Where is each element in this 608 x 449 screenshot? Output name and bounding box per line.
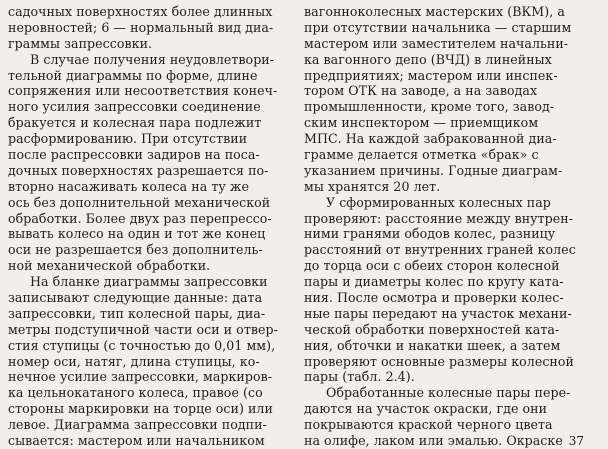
text-line: ния. После осмотра и проверки колес- <box>304 290 564 306</box>
text-line: метры подступичной части оси и отвер- <box>8 321 278 337</box>
text-line: промышленности, кроме того, завод- <box>304 99 555 115</box>
text-line: проверяют основные размеры колесной <box>304 353 574 369</box>
text-line: до торца оси с обеих сторон колесной <box>304 258 560 274</box>
text-line: покрываются краской черного цвета <box>304 417 553 433</box>
text-line: неровностей; 6 — нормальный вид диа- <box>8 19 274 35</box>
text-line: указанием причины. Годные диаграм- <box>304 162 563 178</box>
text-line: оси не разрешается без дополнитель- <box>8 242 263 258</box>
text-line: вагонноколесных мастерских (ВКМ), а <box>304 4 565 19</box>
text-line: ной механической обработки. <box>8 258 211 274</box>
text-line: сывается: мастером или начальником <box>8 433 265 449</box>
text-line: даются на участок окраски, где они <box>304 401 548 417</box>
text-line: при отсутствии начальника — старшим <box>304 19 572 35</box>
text-line: бракуется и колесная пара подлежит <box>8 115 262 131</box>
text-line: проверяют: расстояние между внутрен- <box>304 210 574 226</box>
text-line: стороны маркировки на торце оси) или <box>8 401 273 417</box>
text-line: МПС. На каждой забракованной диа- <box>304 131 557 147</box>
text-line: вторно насаживать колеса на ту же <box>8 178 249 194</box>
text-line: Обработанные колесные пары пере- <box>326 385 571 401</box>
text-line: ные пары передают на участок механи- <box>304 305 572 321</box>
text-line: граммы запрессовки. <box>8 35 153 51</box>
text-line: вывать колесо на один и тот же конец <box>8 226 266 242</box>
text-line: мастером или заместителем начальни- <box>304 35 569 51</box>
text-line: ния, обточки и накатки шеек, а затем <box>304 337 561 353</box>
right-column <box>304 4 600 449</box>
text-line: ческой обработки поверхностей ката- <box>304 321 560 337</box>
text-line: записывают следующие данные: дата <box>8 290 263 306</box>
text-line: В случае получения неудовлетвори- <box>30 51 275 67</box>
text-line: левое. Диаграмма запрессовки подпи- <box>8 417 267 433</box>
text-line: стия ступицы (с точностью до 0,01 мм), <box>8 337 276 353</box>
text-line: ось без дополнительной механической <box>8 194 271 210</box>
text-line: обработки. Более двух раз перепрессо- <box>8 210 272 226</box>
text-line: На бланке диаграммы запрессовки <box>30 274 268 290</box>
text-line: предприятиях; мастером или инспек- <box>304 67 558 83</box>
text-line: мы хранятся 20 лет. <box>304 178 441 194</box>
text-line: пары и диаметры колес по кругу ката- <box>304 274 564 290</box>
text-line: расстояний от внутренних граней колес <box>304 242 576 258</box>
text-line: расформированию. При отсутствии <box>8 131 248 147</box>
text-line: У сформированных колесных пар <box>326 194 551 210</box>
text-line: нечное усилие запрессовки, маркиров- <box>8 369 273 385</box>
text-line: ским инспектором — приемщиком <box>304 115 539 131</box>
text-line: ка цельнокатаного колеса, правое (со <box>8 385 263 401</box>
left-column <box>8 4 291 449</box>
text-line: дочных поверхностях разрешается по- <box>8 162 269 178</box>
text-line: ного усилия запрессовки соединение <box>8 99 261 115</box>
text-line: сопряжения или несоответствия конеч- <box>8 83 278 99</box>
text-line: на олифе, лаком или эмалью. Окраске <box>304 433 563 449</box>
text-line: запрессовки, тип колесной пары, диа- <box>8 305 266 321</box>
text-line: после распрессовки задиров на поса- <box>8 147 260 163</box>
text-line: тельной диаграммы по форме, длине <box>8 67 258 83</box>
text-line: пары (табл. 2.4). <box>304 369 415 385</box>
text-line: ка вагонного депо (ВЧД) в линейных <box>304 51 552 67</box>
text-line: ними гранями ободов колес, разницу <box>304 226 556 242</box>
text-line: тором ОТК на заводе, а на заводах <box>304 83 538 99</box>
page-number: 37 <box>568 434 584 448</box>
text-line: грамме делается отметка «брак» с <box>304 147 539 163</box>
text-line: садочных поверхностях более длинных <box>8 4 273 19</box>
text-line: номер оси, натяг, длина ступицы, ко- <box>8 353 260 369</box>
